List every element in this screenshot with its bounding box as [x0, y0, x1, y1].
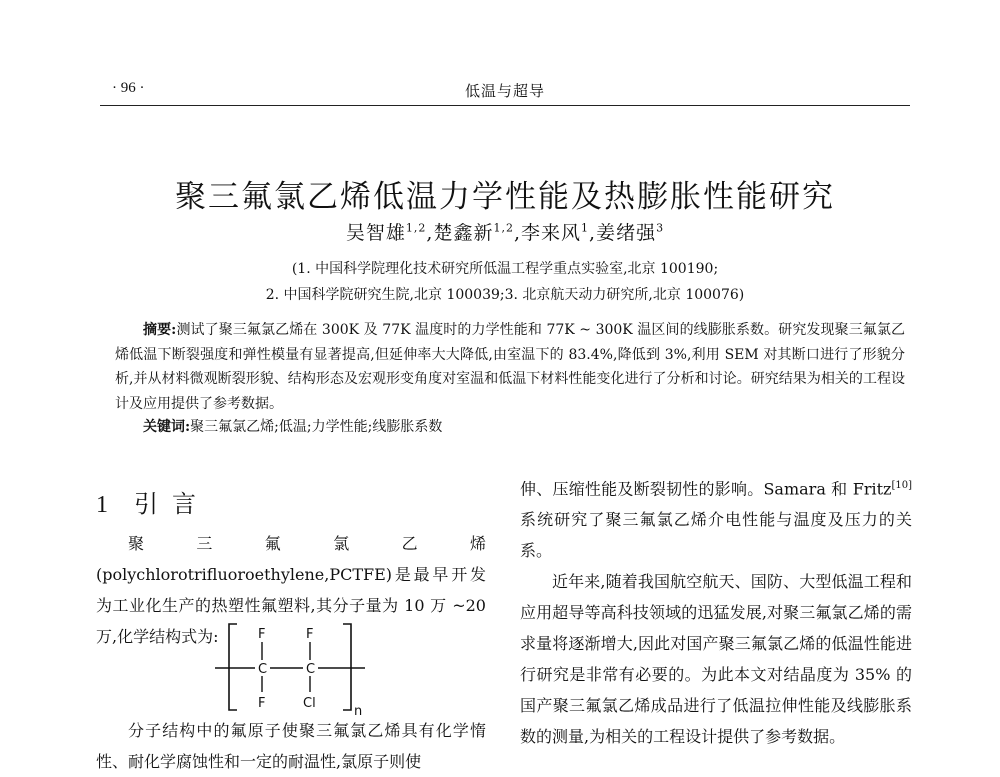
body-paragraph: 聚三氟氯乙烯(polychlorotrifluoroethylene,PCTFE)是最早开发为工业化生产的热塑性氟塑料,其分子量为 10 万 ~20 万,化学结构式为: — [96, 534, 486, 646]
section-heading — [96, 484, 210, 519]
author-name: 姜绪强 — [596, 222, 657, 244]
affiliation-line: 2. 中国科学院研究生院,北京 100039;3. 北京航天动力研究所,北京 100076) — [265, 287, 745, 303]
author-affiliation-mark: 1,2 — [405, 221, 427, 235]
affiliation-line: (1. 中国科学院理化技术研究所低温工程学重点实验室,北京 100190; — [291, 261, 719, 277]
body-paragraph — [520, 470, 912, 566]
bracket-left — [229, 624, 237, 710]
author-name: 李来风 — [521, 222, 582, 244]
atom-label: F — [258, 696, 266, 711]
bracket-right — [343, 624, 351, 710]
left-column-bottom — [96, 715, 486, 777]
author-name: 吴智雄 — [345, 222, 406, 244]
atom-label: C — [306, 662, 316, 677]
citation-ref: [10] — [891, 480, 912, 491]
keywords-text: 聚三氟氯乙烯;低温;力学性能;线膨胀系数 — [190, 419, 443, 435]
atom-label: Cl — [303, 696, 316, 711]
author-affiliation-mark: 1 — [581, 221, 590, 235]
paragraph-text: 伸、压缩性能及断裂韧性的影响。Samara 和 Fritz — [520, 479, 892, 499]
chemical-structure — [215, 618, 365, 718]
paragraph-text: 系统研究了聚三氟氯乙烯介电性能与温度及压力的关系。 — [520, 510, 912, 561]
header-rule — [100, 105, 910, 106]
body-paragraph: 近年来,随着我国航空航天、国防、大型低温工程和应用超导等高科技领域的迅猛发展,对聚三氟氯乙烯的需求量将逐渐增大,因此对国产聚三氟氯乙烯的低温性能进行研究是非常有必要的。为此本文对结晶度为 35% 的国产聚三氟氯乙烯成品进行了低温拉伸性能及线膨胀系数的测量,为相关的工程设计提供了参考数据。 — [520, 572, 912, 747]
chemical-structure-drawing — [215, 618, 365, 718]
right-column — [520, 470, 912, 752]
page-header — [100, 78, 910, 106]
author-affiliation-mark: 1,2 — [493, 221, 514, 235]
paper-title: 聚三氟氯乙烯低温力学性能及热膨胀性能研究 — [175, 178, 835, 215]
keywords-label: 关键词: — [143, 419, 191, 435]
atom-label: F — [258, 627, 266, 642]
author-list: 吴智雄$^{1,2}$,楚鑫新$^{1,2}$,李来风$^1$,姜绪强$^3$ — [345, 221, 665, 244]
page-number: · 96 · — [112, 80, 145, 96]
abstract-label: 摘要: — [143, 322, 177, 338]
abstract — [115, 318, 905, 416]
keywords — [143, 416, 442, 436]
journal-name: 低温与超导 — [464, 82, 545, 100]
atom-label: C — [258, 662, 268, 677]
body-paragraph: 分子结构中的氟原子使聚三氟氯乙烯具有化学惰性、耐化学腐蚀性和一定的耐温性,氯原子则使 — [96, 721, 486, 771]
author-affiliation-mark: 3 — [656, 221, 665, 235]
abstract-text: 测试了聚三氟氯乙烯在 300K 及 77K 温度时的力学性能和 77K ~ 300K 温区间的线膨胀系数。研究发现聚三氟氯乙烯低温下断裂强度和弹性模量有显著提高,但延伸率大大降低,由室温下的 83.4%,降低到 3%,利用 SEM 对其断口进行了形貌分析,并从材料微观断裂形貌、结构形态及宏观形变角度对室温和低温下材料性能变化进行了分析和讨论。研究结果为相关的工程设计及应用提供了参考数据。 — [115, 322, 905, 412]
section-number: 1 — [96, 492, 108, 518]
atom-label: F — [306, 627, 314, 642]
section-title: 引言 — [134, 492, 210, 518]
repeat-subscript: n — [354, 704, 363, 718]
author-name: 楚鑫新 — [433, 222, 494, 244]
